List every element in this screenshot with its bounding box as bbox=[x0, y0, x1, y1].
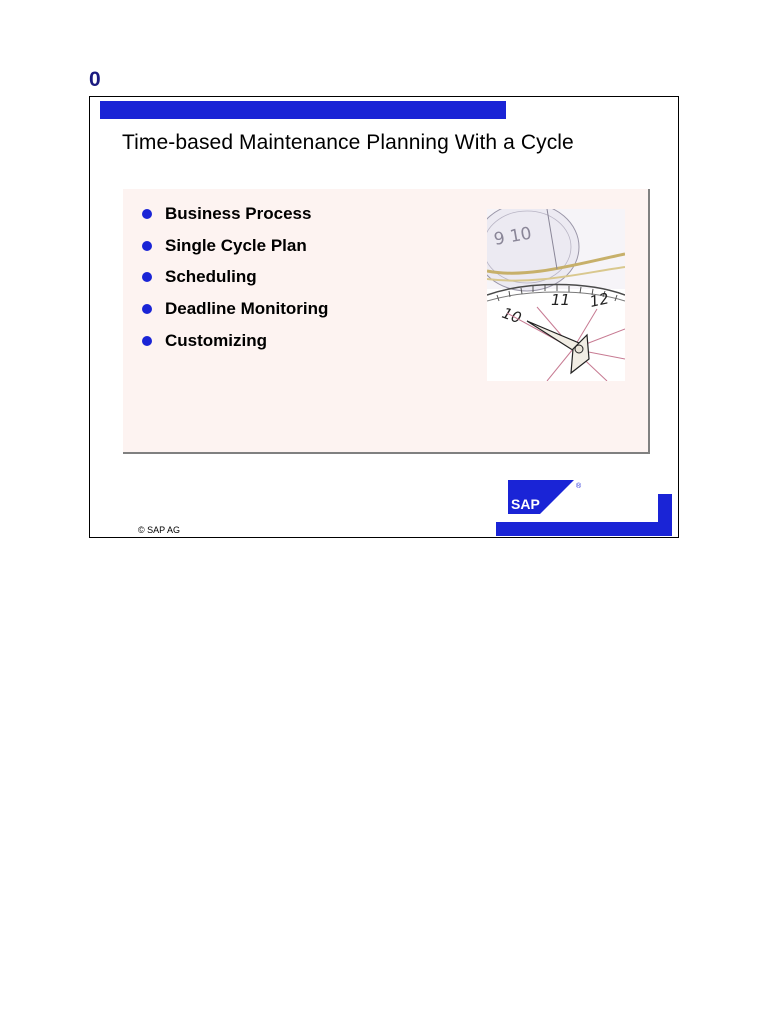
title-accent-bar bbox=[100, 101, 506, 119]
bullet-dot-icon bbox=[142, 272, 152, 282]
bullet-item bbox=[139, 330, 328, 362]
svg-text:11: 11 bbox=[551, 291, 571, 309]
bullet-list bbox=[139, 203, 328, 361]
slide-title: Time-based Maintenance Planning With a Cycle bbox=[122, 131, 574, 154]
bullet-item bbox=[139, 203, 328, 235]
sap-logo-text: SAP bbox=[511, 496, 540, 512]
bullet-item bbox=[139, 298, 328, 330]
sap-registered-mark: ® bbox=[576, 483, 582, 490]
svg-text:10: 10 bbox=[499, 303, 524, 328]
content-box bbox=[123, 189, 650, 454]
bullet-text: Single Cycle Plan bbox=[165, 235, 307, 255]
page-number: 0 bbox=[89, 68, 101, 91]
bullet-text: Customizing bbox=[165, 330, 267, 350]
svg-text:9 10: 9 10 bbox=[492, 223, 534, 250]
svg-text:12: 12 bbox=[588, 289, 611, 311]
bullet-dot-icon bbox=[142, 241, 152, 251]
sap-logo bbox=[496, 480, 672, 536]
slide bbox=[89, 96, 679, 538]
bullet-text: Deadline Monitoring bbox=[165, 299, 329, 319]
clock-face-image bbox=[487, 209, 625, 381]
copyright-notice: © SAP AG bbox=[138, 525, 180, 535]
bullet-dot-icon bbox=[142, 304, 152, 314]
bullet-item bbox=[139, 266, 328, 298]
bullet-dot-icon bbox=[142, 209, 152, 219]
bullet-dot-icon bbox=[142, 336, 152, 346]
bullet-text: Scheduling bbox=[165, 267, 257, 287]
bullet-item bbox=[139, 235, 328, 267]
bullet-text: Business Process bbox=[165, 204, 312, 223]
